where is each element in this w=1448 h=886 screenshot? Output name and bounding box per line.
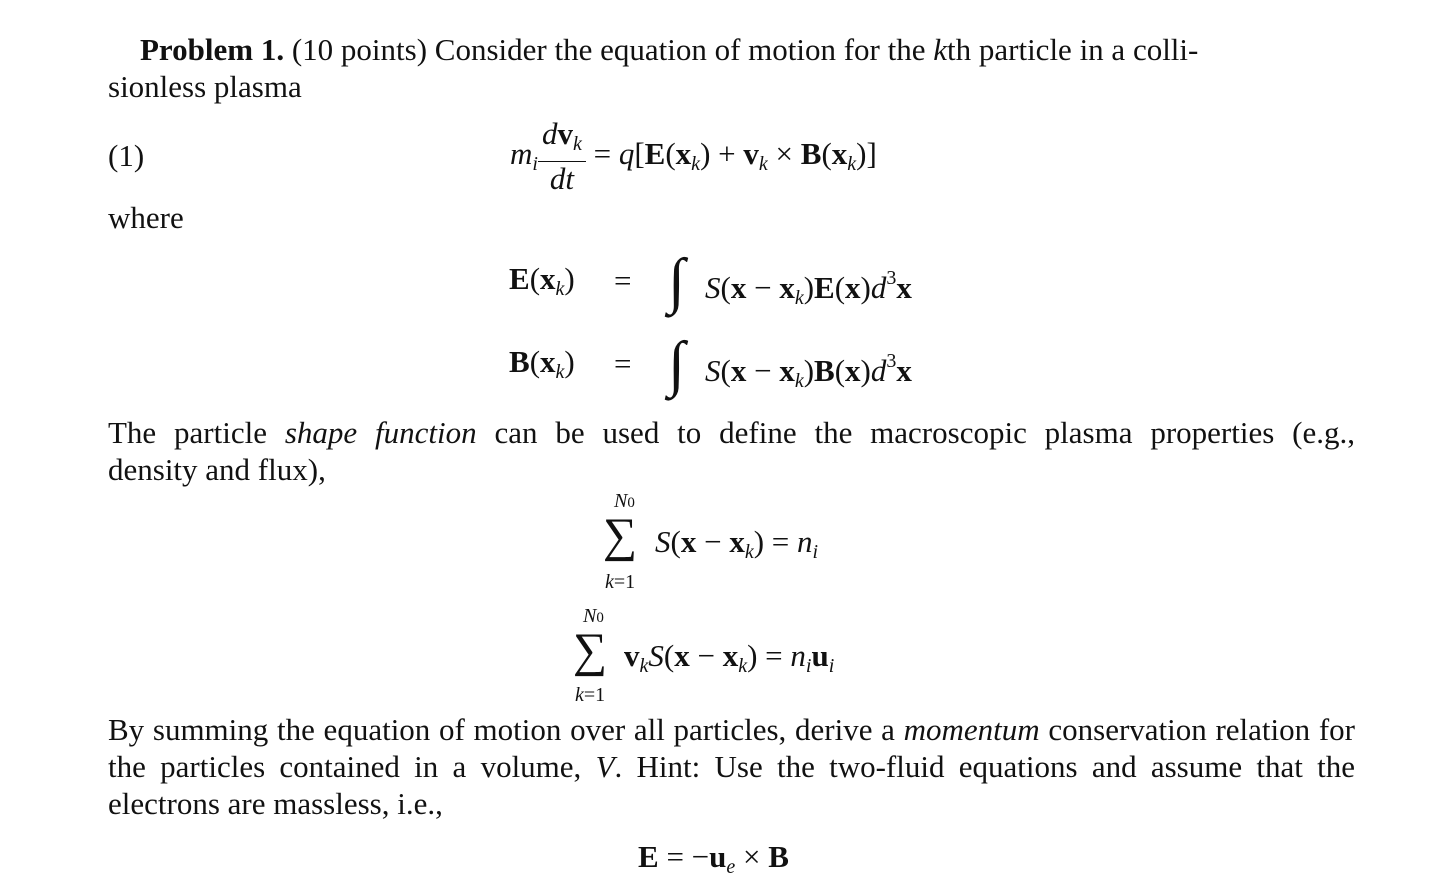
rhs-x2: x — [831, 136, 848, 171]
intro-k: k — [933, 32, 948, 67]
para2-italic: shape function — [284, 415, 477, 450]
s2-minus: − — [689, 638, 723, 673]
momentum-paragraph — [108, 711, 1355, 822]
para3-italic: momentum — [903, 712, 1040, 747]
rhs-B: B — [800, 136, 822, 171]
problem-intro-line-2: sionless plasma — [108, 69, 302, 104]
massless-electron-equation — [638, 838, 789, 886]
E-field-rhs — [705, 260, 912, 317]
B-lhs-k: k — [555, 361, 565, 383]
E-lhs-symbol: E — [509, 261, 530, 296]
rhs-k1: k — [691, 153, 701, 175]
E-field: E — [814, 270, 835, 305]
s2-ui: i — [828, 655, 835, 677]
problem-points: (10 points) — [291, 32, 428, 67]
E-lhs-open: ( — [529, 261, 541, 296]
s2-close: ) = — [747, 638, 791, 673]
para3-text-2: conservation relation for the particles contained in a volume, — [108, 712, 1355, 784]
rhs-v: v — [743, 136, 759, 171]
B-field-lhs — [509, 343, 575, 391]
rhs-paren-1: ( — [665, 136, 676, 171]
B-minus: − — [746, 353, 780, 388]
rhs-bracket: [ — [634, 136, 645, 171]
final-times: × — [735, 839, 769, 874]
density-sum-expression — [655, 523, 818, 571]
problem-heading: Problem 1. — [140, 32, 285, 67]
final-E: E — [638, 839, 659, 874]
E-xk: x — [779, 270, 795, 305]
B-open-2: ( — [834, 353, 846, 388]
equation-of-motion — [510, 116, 877, 202]
B-lhs-x: x — [540, 344, 556, 379]
s1-minus: − — [696, 524, 730, 559]
rhs-close: )] — [856, 136, 877, 171]
B-close: ) — [803, 353, 815, 388]
B-field-rhs — [705, 343, 912, 400]
B-lhs-close: ) — [564, 344, 575, 379]
s2-i: i — [805, 655, 812, 677]
E-lhs-x: x — [540, 261, 556, 296]
sum1-lower-k: k — [605, 571, 614, 593]
sum2-lower-eq: =1 — [583, 684, 606, 706]
sum2-sigma: ∑ — [573, 624, 608, 677]
s1-x: x — [680, 524, 697, 559]
mass-symbol: m — [510, 136, 533, 171]
s2-v: v — [624, 638, 640, 673]
E-x: x — [730, 270, 747, 305]
B-d: d — [870, 353, 887, 388]
equation-number: (1) — [108, 138, 145, 173]
sum1-sigma: ∑ — [603, 509, 638, 562]
para2-text-1: The particle — [108, 415, 285, 450]
E-lhs-close: ) — [564, 261, 575, 296]
sum2-upper-sub: 0 — [596, 610, 604, 626]
where-label: where — [108, 200, 184, 235]
s1-k: k — [744, 541, 754, 563]
E-integral-sign: ∫ — [668, 247, 685, 315]
s1-S: S — [655, 524, 671, 559]
s2-k: k — [738, 655, 748, 677]
sum2-lower-limit — [575, 684, 605, 706]
E-x-2: x — [845, 270, 861, 305]
sum2-upper-N: N — [583, 605, 597, 627]
B-S: S — [705, 353, 721, 388]
E-k: k — [794, 287, 804, 309]
shape-function-line-1 — [108, 414, 1355, 451]
E-close: ) — [803, 270, 815, 305]
B-dx: x — [896, 353, 912, 388]
B-open: ( — [720, 353, 731, 388]
intro-text-2: th particle in a colli- — [947, 32, 1199, 67]
B-integral-sign: ∫ — [668, 330, 685, 398]
E-field-lhs — [509, 260, 575, 308]
fraction-denominator: dt — [549, 161, 574, 197]
sum1-lower-eq: =1 — [613, 571, 636, 593]
derivative-fraction — [538, 117, 586, 196]
E-cube: 3 — [886, 267, 897, 289]
rhs-k3: k — [847, 153, 857, 175]
para3-volume-V: V — [595, 749, 615, 784]
B-k: k — [794, 370, 804, 392]
fraction-numerator — [538, 117, 586, 162]
E-d: d — [870, 270, 887, 305]
rhs-q: q — [618, 136, 635, 171]
shape-function-line-2: density and flux), — [108, 452, 326, 487]
num-d: d — [541, 116, 558, 152]
B-x: x — [730, 353, 747, 388]
num-sub: k — [572, 133, 582, 156]
B-lhs-open: ( — [529, 344, 541, 379]
rhs-equals: = — [593, 136, 619, 171]
para3-text-3: . Hint: Use the two-fluid equations and assume that the electrons are massless, i.e., — [108, 749, 1355, 821]
sum1-upper-sub: 0 — [627, 495, 635, 511]
problem-intro-line-1 — [140, 31, 1198, 68]
para3-text-1: By summing the equation of motion over all particles, derive a — [108, 712, 904, 747]
B-xk: x — [779, 353, 795, 388]
s2-x: x — [674, 638, 690, 673]
E-S: S — [705, 270, 721, 305]
B-close-2: ) — [860, 353, 871, 388]
s2-S: S — [648, 638, 664, 673]
final-B: B — [768, 839, 789, 874]
s1-close: ) = — [753, 524, 798, 559]
num-v: v — [557, 116, 573, 152]
E-open: ( — [720, 270, 731, 305]
sum1-upper-N: N — [614, 490, 628, 512]
final-u: u — [709, 839, 727, 874]
rhs-plus: ) + — [700, 136, 744, 171]
E-equals: = — [614, 263, 632, 298]
s1-open: ( — [670, 524, 681, 559]
s2-u: u — [811, 638, 829, 673]
s1-n: n — [797, 524, 813, 559]
rhs-x1: x — [675, 136, 692, 171]
rhs-E: E — [644, 136, 666, 171]
rhs-times: × — [767, 136, 801, 171]
sum1-lower-limit — [605, 571, 635, 593]
s2-xk: x — [722, 638, 739, 673]
s1-i: i — [812, 541, 819, 563]
s1-xk: x — [729, 524, 745, 559]
s2-n: n — [790, 638, 806, 673]
rhs-k2: k — [758, 153, 768, 175]
mass-subscript: i — [532, 153, 538, 175]
E-lhs-k: k — [555, 278, 565, 300]
para2-text-2: can be used to define the macroscopic plasma properties (e.g., — [476, 415, 1355, 450]
B-field: B — [814, 353, 835, 388]
E-close-2: ) — [860, 270, 871, 305]
rhs-paren-2: ( — [821, 136, 832, 171]
E-open-2: ( — [834, 270, 846, 305]
s2-open: ( — [663, 638, 675, 673]
flux-sum-expression — [624, 637, 834, 685]
E-minus: − — [746, 270, 780, 305]
final-eq: = − — [658, 839, 710, 874]
B-equals: = — [614, 346, 632, 381]
B-lhs-symbol: B — [509, 344, 530, 379]
E-dx: x — [896, 270, 912, 305]
s2-vk: k — [639, 655, 649, 677]
final-e: e — [726, 856, 736, 878]
B-cube: 3 — [886, 350, 897, 372]
intro-text-1: Consider the equation of motion for the — [434, 32, 934, 67]
B-x-2: x — [845, 353, 861, 388]
sum2-lower-k: k — [575, 684, 584, 706]
